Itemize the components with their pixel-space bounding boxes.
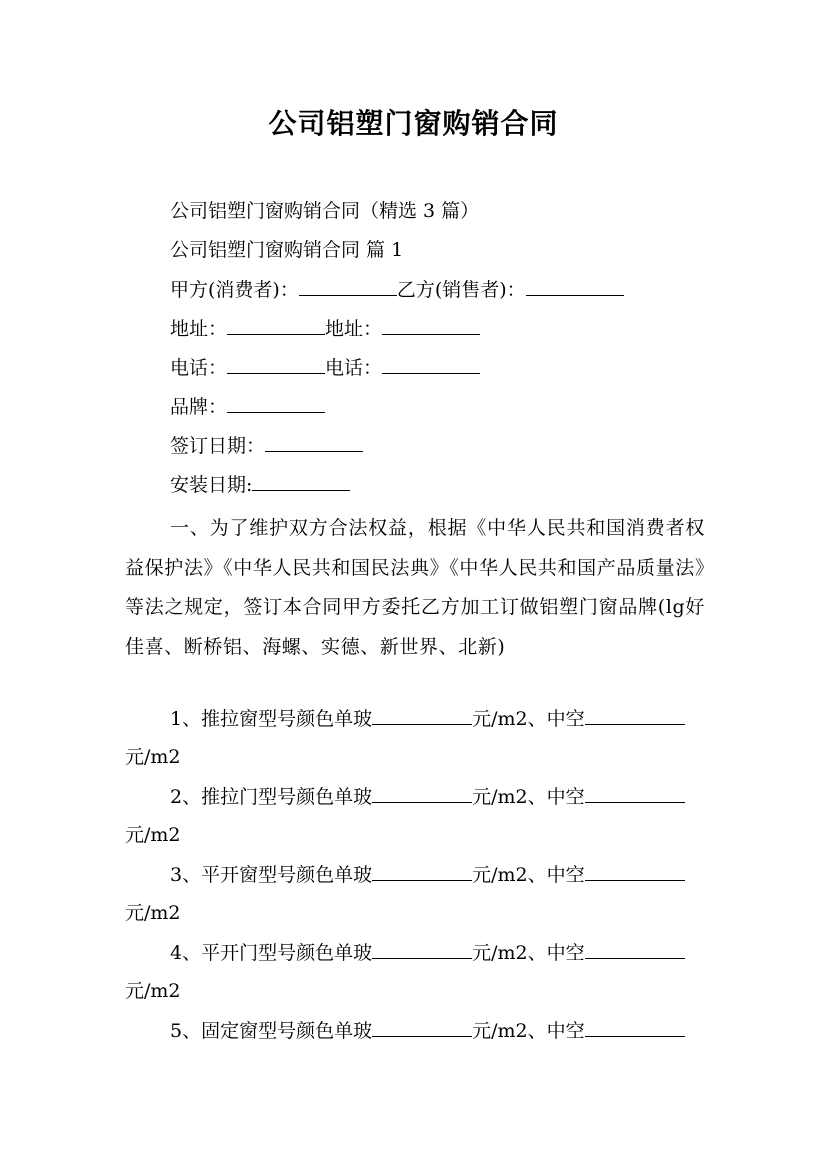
price-item-2 (170, 784, 685, 809)
item-4-hollow-glass-blank (585, 940, 685, 959)
item-5-name: 5、固定窗型号颜色单玻 (170, 1020, 373, 1042)
item-1-single-glass-blank (372, 706, 472, 725)
item-3-single-glass-blank (372, 862, 472, 881)
document-subtitle: 公司铝塑门窗购销合同（精选 3 篇） (170, 200, 480, 222)
address-a-label: 地址： (170, 318, 228, 340)
chapter-heading: 公司铝塑门窗购销合同 篇 1 (170, 239, 404, 261)
item-4-unit-mid: 元/m2、中空 (472, 942, 585, 964)
address-b-blank (382, 316, 480, 335)
price-item-1 (170, 706, 685, 731)
parties-line (170, 277, 624, 302)
brand-line (170, 394, 325, 419)
address-line (170, 316, 480, 341)
item-3-name: 3、平开窗型号颜色单玻 (170, 864, 373, 886)
item-2-hollow-glass-blank (585, 784, 685, 803)
phone-b-label: 电话： (325, 357, 383, 379)
item-3-hollow-glass-blank (585, 862, 685, 881)
price-item-5 (170, 1018, 685, 1043)
item-2-single-glass-blank (372, 784, 472, 803)
item-1-name: 1、推拉窗型号颜色单玻 (170, 708, 373, 730)
phone-line (170, 355, 480, 380)
sign-date-blank (265, 433, 363, 452)
address-a-blank (227, 316, 325, 335)
item-4-name: 4、平开门型号颜色单玻 (170, 942, 373, 964)
item-1-unit-mid: 元/m2、中空 (472, 708, 585, 730)
item-2-unit-end: 元/m2 (125, 824, 181, 846)
address-b-label: 地址： (325, 318, 383, 340)
item-5-single-glass-blank (372, 1018, 472, 1037)
party-a-blank (299, 277, 397, 296)
sign-date-label: 签订日期： (170, 435, 266, 457)
item-2-unit-mid: 元/m2、中空 (472, 786, 585, 808)
document-title: 公司铝塑门窗购销合同 (268, 107, 559, 140)
item-5-unit-mid: 元/m2、中空 (472, 1020, 585, 1042)
item-1-unit-end: 元/m2 (125, 746, 181, 768)
sign-date-line (170, 433, 363, 458)
phone-a-label: 电话： (170, 357, 228, 379)
item-4-single-glass-blank (372, 940, 472, 959)
install-date-line (170, 472, 350, 497)
party-b-blank (526, 277, 624, 296)
party-b-label: 乙方(销售者)： (396, 279, 526, 301)
item-4-unit-end: 元/m2 (125, 980, 181, 1002)
item-2-name: 2、推拉门型号颜色单玻 (170, 786, 373, 808)
item-3-unit-end: 元/m2 (125, 902, 181, 924)
price-item-3 (170, 862, 685, 887)
item-3-unit-mid: 元/m2、中空 (472, 864, 585, 886)
price-item-4 (170, 940, 685, 965)
item-5-hollow-glass-blank (585, 1018, 685, 1037)
phone-b-blank (382, 355, 480, 374)
clause-1-paragraph: 一、为了维护双方合法权益，根据《中华人民共和国消费者权益保护法》《中华人民共和国民法典》《中华人民共和国产品质量法》等法之规定，签订本合同甲方委托乙方加工订做铝塑门窗品牌(lg好佳喜、断桥铝、海螺、实德、新世界、北新) (125, 517, 705, 658)
brand-blank (227, 394, 325, 413)
brand-label: 品牌： (170, 396, 228, 418)
install-date-label: 安装日期: (170, 474, 253, 496)
item-1-hollow-glass-blank (585, 706, 685, 725)
party-a-label: 甲方(消费者)： (170, 279, 299, 301)
phone-a-blank (227, 355, 325, 374)
install-date-blank (252, 472, 350, 491)
